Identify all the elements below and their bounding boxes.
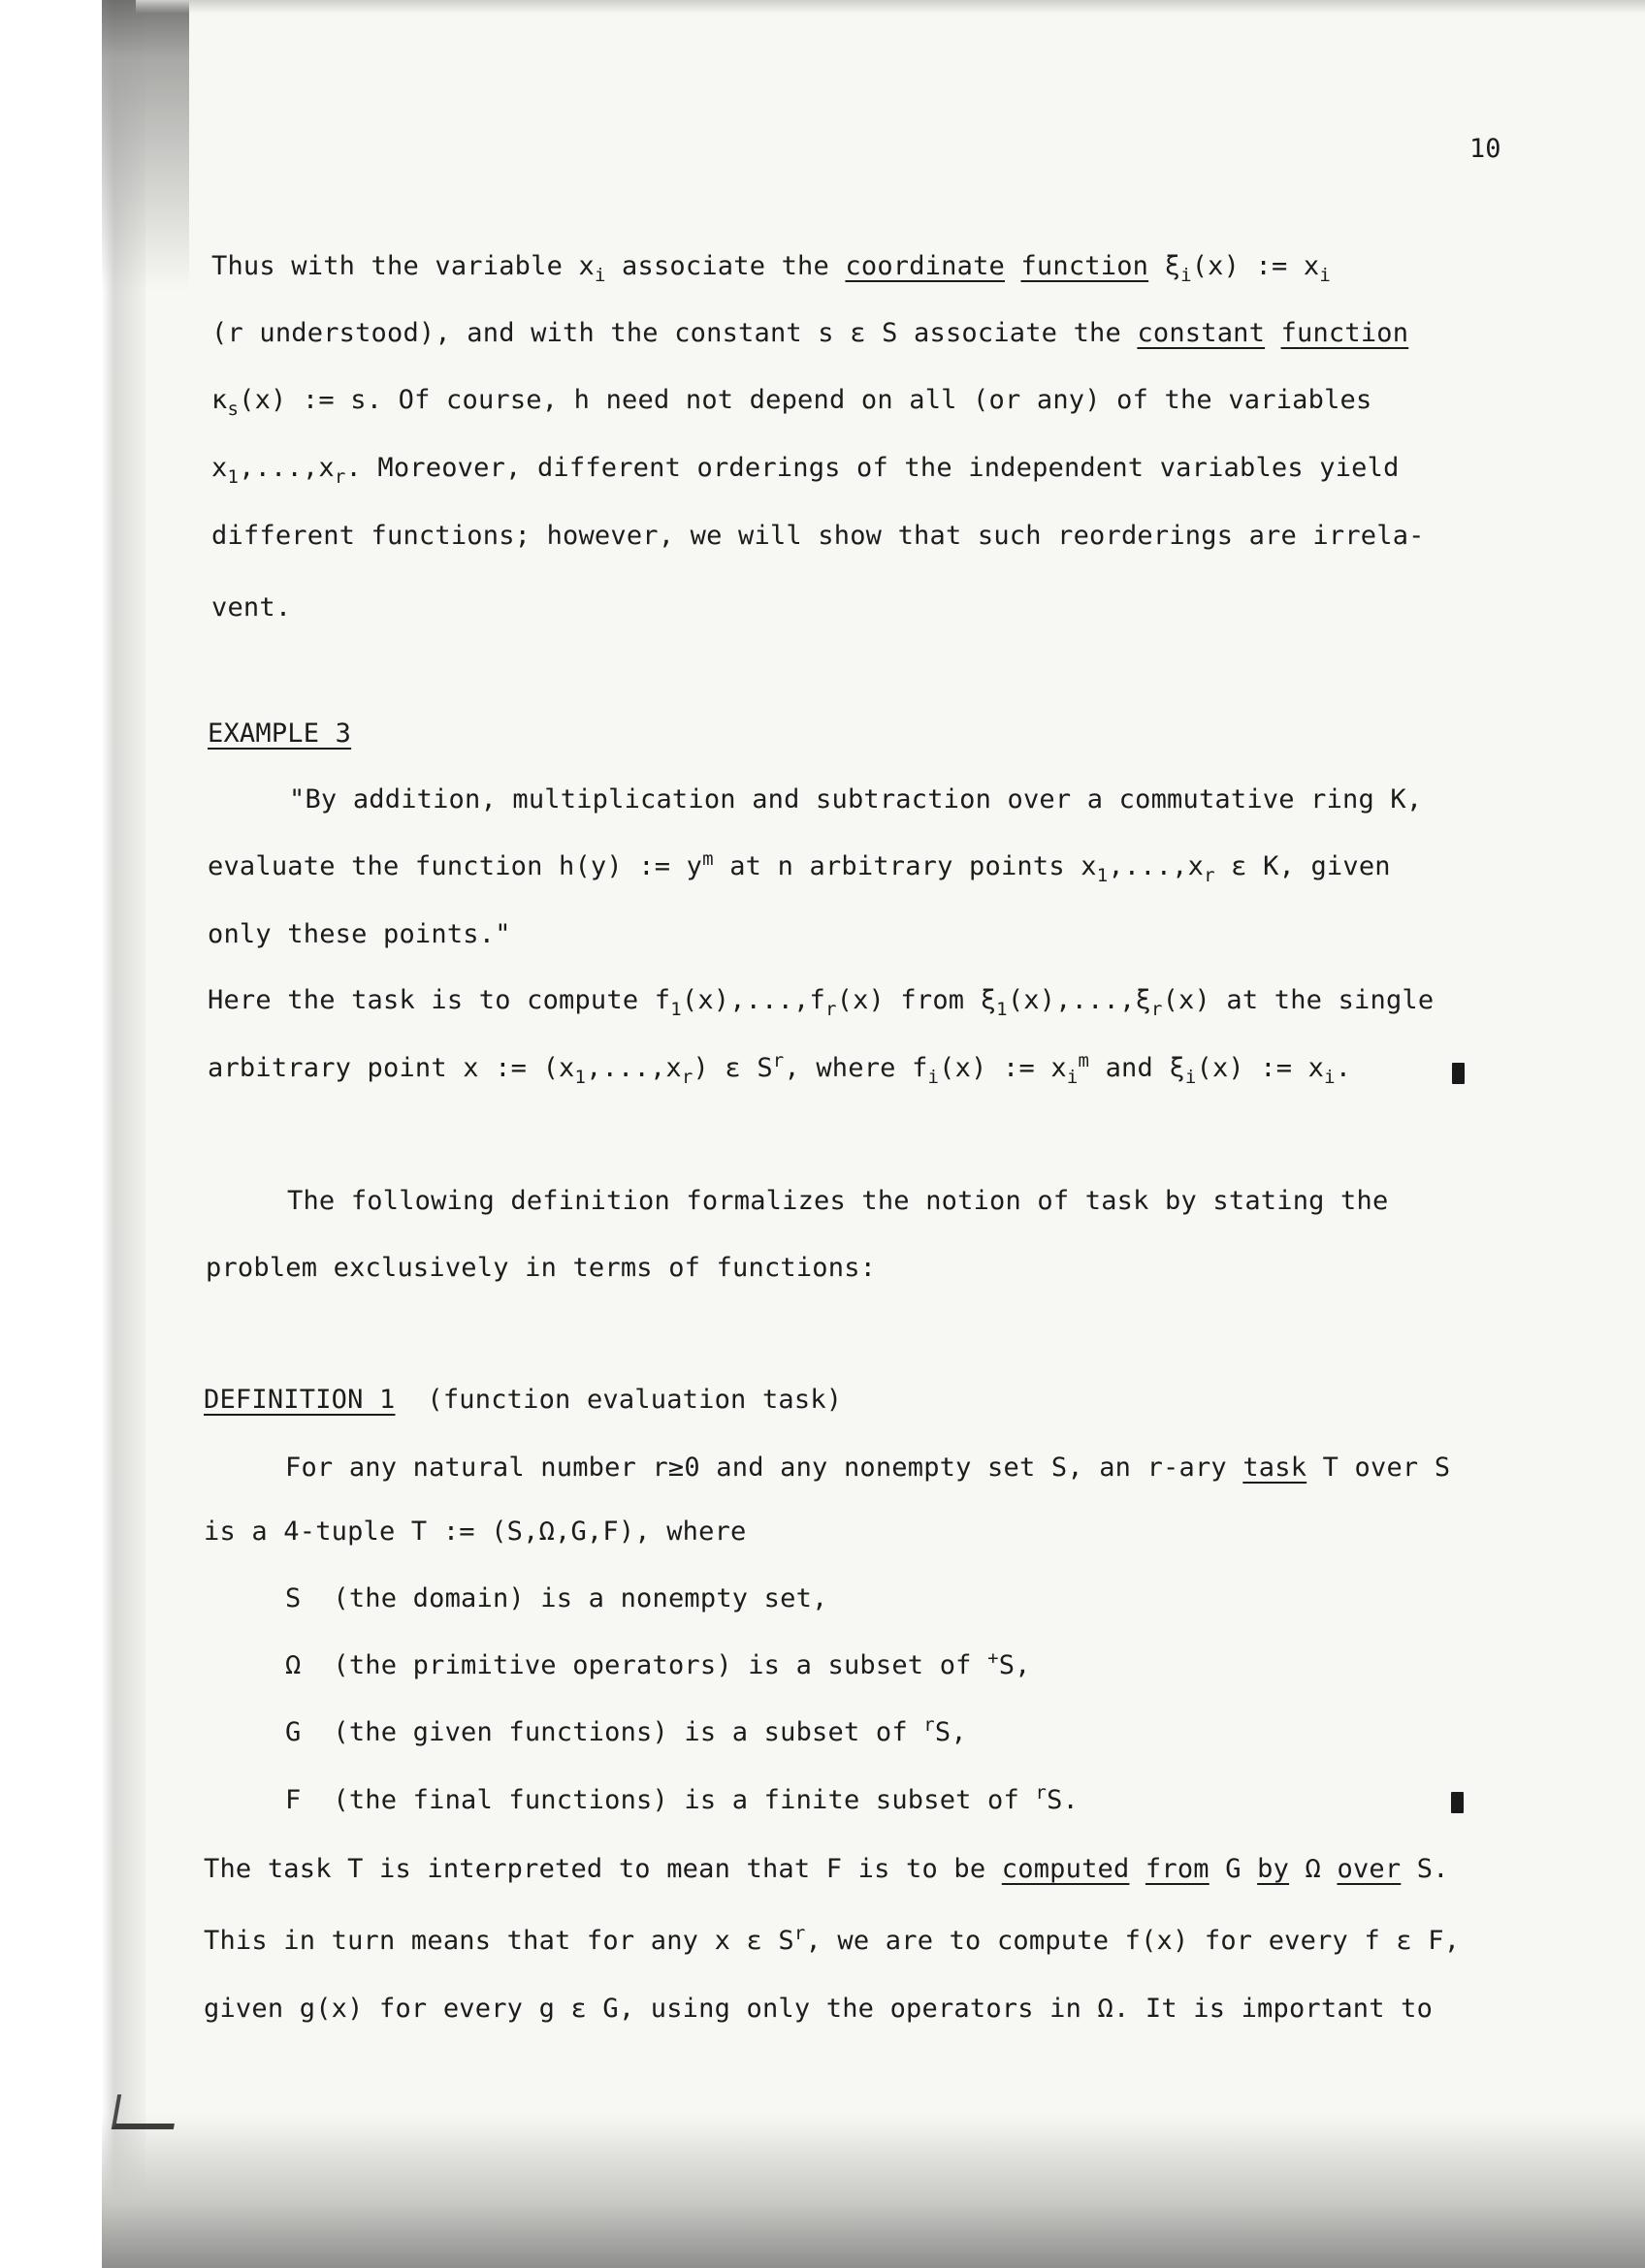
definition1-line2: is a 4-tuple T := (S,Ω,G,F), where [204, 1517, 747, 1547]
definition-item-domain: S (the domain) is a nonempty set, [285, 1583, 828, 1613]
para1-line4: $x_1,...,x_r$. Moreover, different orderings of the independent variables yield [211, 453, 1400, 488]
scan-top-shadow [136, 0, 1645, 14]
scan-left-margin [0, 0, 145, 2268]
end-of-definition-mark [1451, 1792, 1464, 1813]
definition-1-subtitle: (function evaluation task) [427, 1385, 843, 1415]
example-3-heading: EXAMPLE 3 [208, 719, 352, 749]
end-of-example-mark [1452, 1063, 1465, 1084]
definition-1-heading: DEFINITION 1 [204, 1385, 396, 1415]
definition-item-given: G (the given functions) is a subset of $^r$S, [285, 1714, 967, 1747]
para1-line5: different functions; however, we will show that such reorderings are irrela- [211, 521, 1425, 551]
example3-line3: only these points." [208, 919, 511, 949]
para2-line1: The following definition formalizes the notion of task by stating the [287, 1186, 1389, 1216]
para3-line2: This in turn means that for any x ε $S^r$, we are to compute f(x) for every f ε F, [204, 1923, 1461, 1956]
para1-line3: $\kappa_s(x)$ := s. Of course, h need not depend on all (or any) of the variables [211, 385, 1372, 420]
scan-bottom-shadow [102, 2114, 1645, 2268]
definition-item-operators: Ω (the primitive operators) is a subset of +S, [285, 1647, 1031, 1680]
definition-item-final: F (the final functions) is a finite subset of $^r$S. [285, 1782, 1079, 1815]
example3-line5: arbitrary point x := $(x_1,...,x_r)$ ε $S^r$, where $f_i(x)$ := $x_i^m$ and $\xi_i(x)$ := $x_i$. [208, 1050, 1352, 1088]
para1-line2: (r understood), and with the constant s ε S associate the constant function [211, 318, 1409, 348]
example3-line1: "By addition, multiplication and subtraction over a commutative ring K, [289, 784, 1423, 815]
para1-line6: vent. [211, 592, 292, 623]
example3-line2: evaluate the function h(y) := $y^m$ at n arbitrary points $x_1,...,x_r$ ε K, given [208, 848, 1391, 886]
scan-corner-shadow [102, 0, 189, 291]
para1-line1: Thus with the variable $x_i$ associate the coordinate function $\xi_i(x)$ := $x_i$ [211, 251, 1331, 286]
definition-1-title [204, 1384, 842, 1417]
para3-line3: given g(x) for every g ε G, using only the operators in Ω. It is important to [204, 1994, 1434, 2024]
page-number: 10 [1469, 134, 1501, 164]
para3-line1: The task T is interpreted to mean that F is to be computed from G by Ω over S. [204, 1854, 1449, 1884]
definition1-line1: For any natural number r≥0 and any nonempty set S, an r-ary task T over S [285, 1453, 1451, 1483]
page-fold-mark [112, 2094, 179, 2129]
example3-line4: Here the task is to compute $f_1(x),...,f_r(x)$ from $\xi_1(x),...,\xi_r(x)$ at the single [208, 985, 1435, 1020]
para2-line2: problem exclusively in terms of functions: [206, 1253, 877, 1283]
